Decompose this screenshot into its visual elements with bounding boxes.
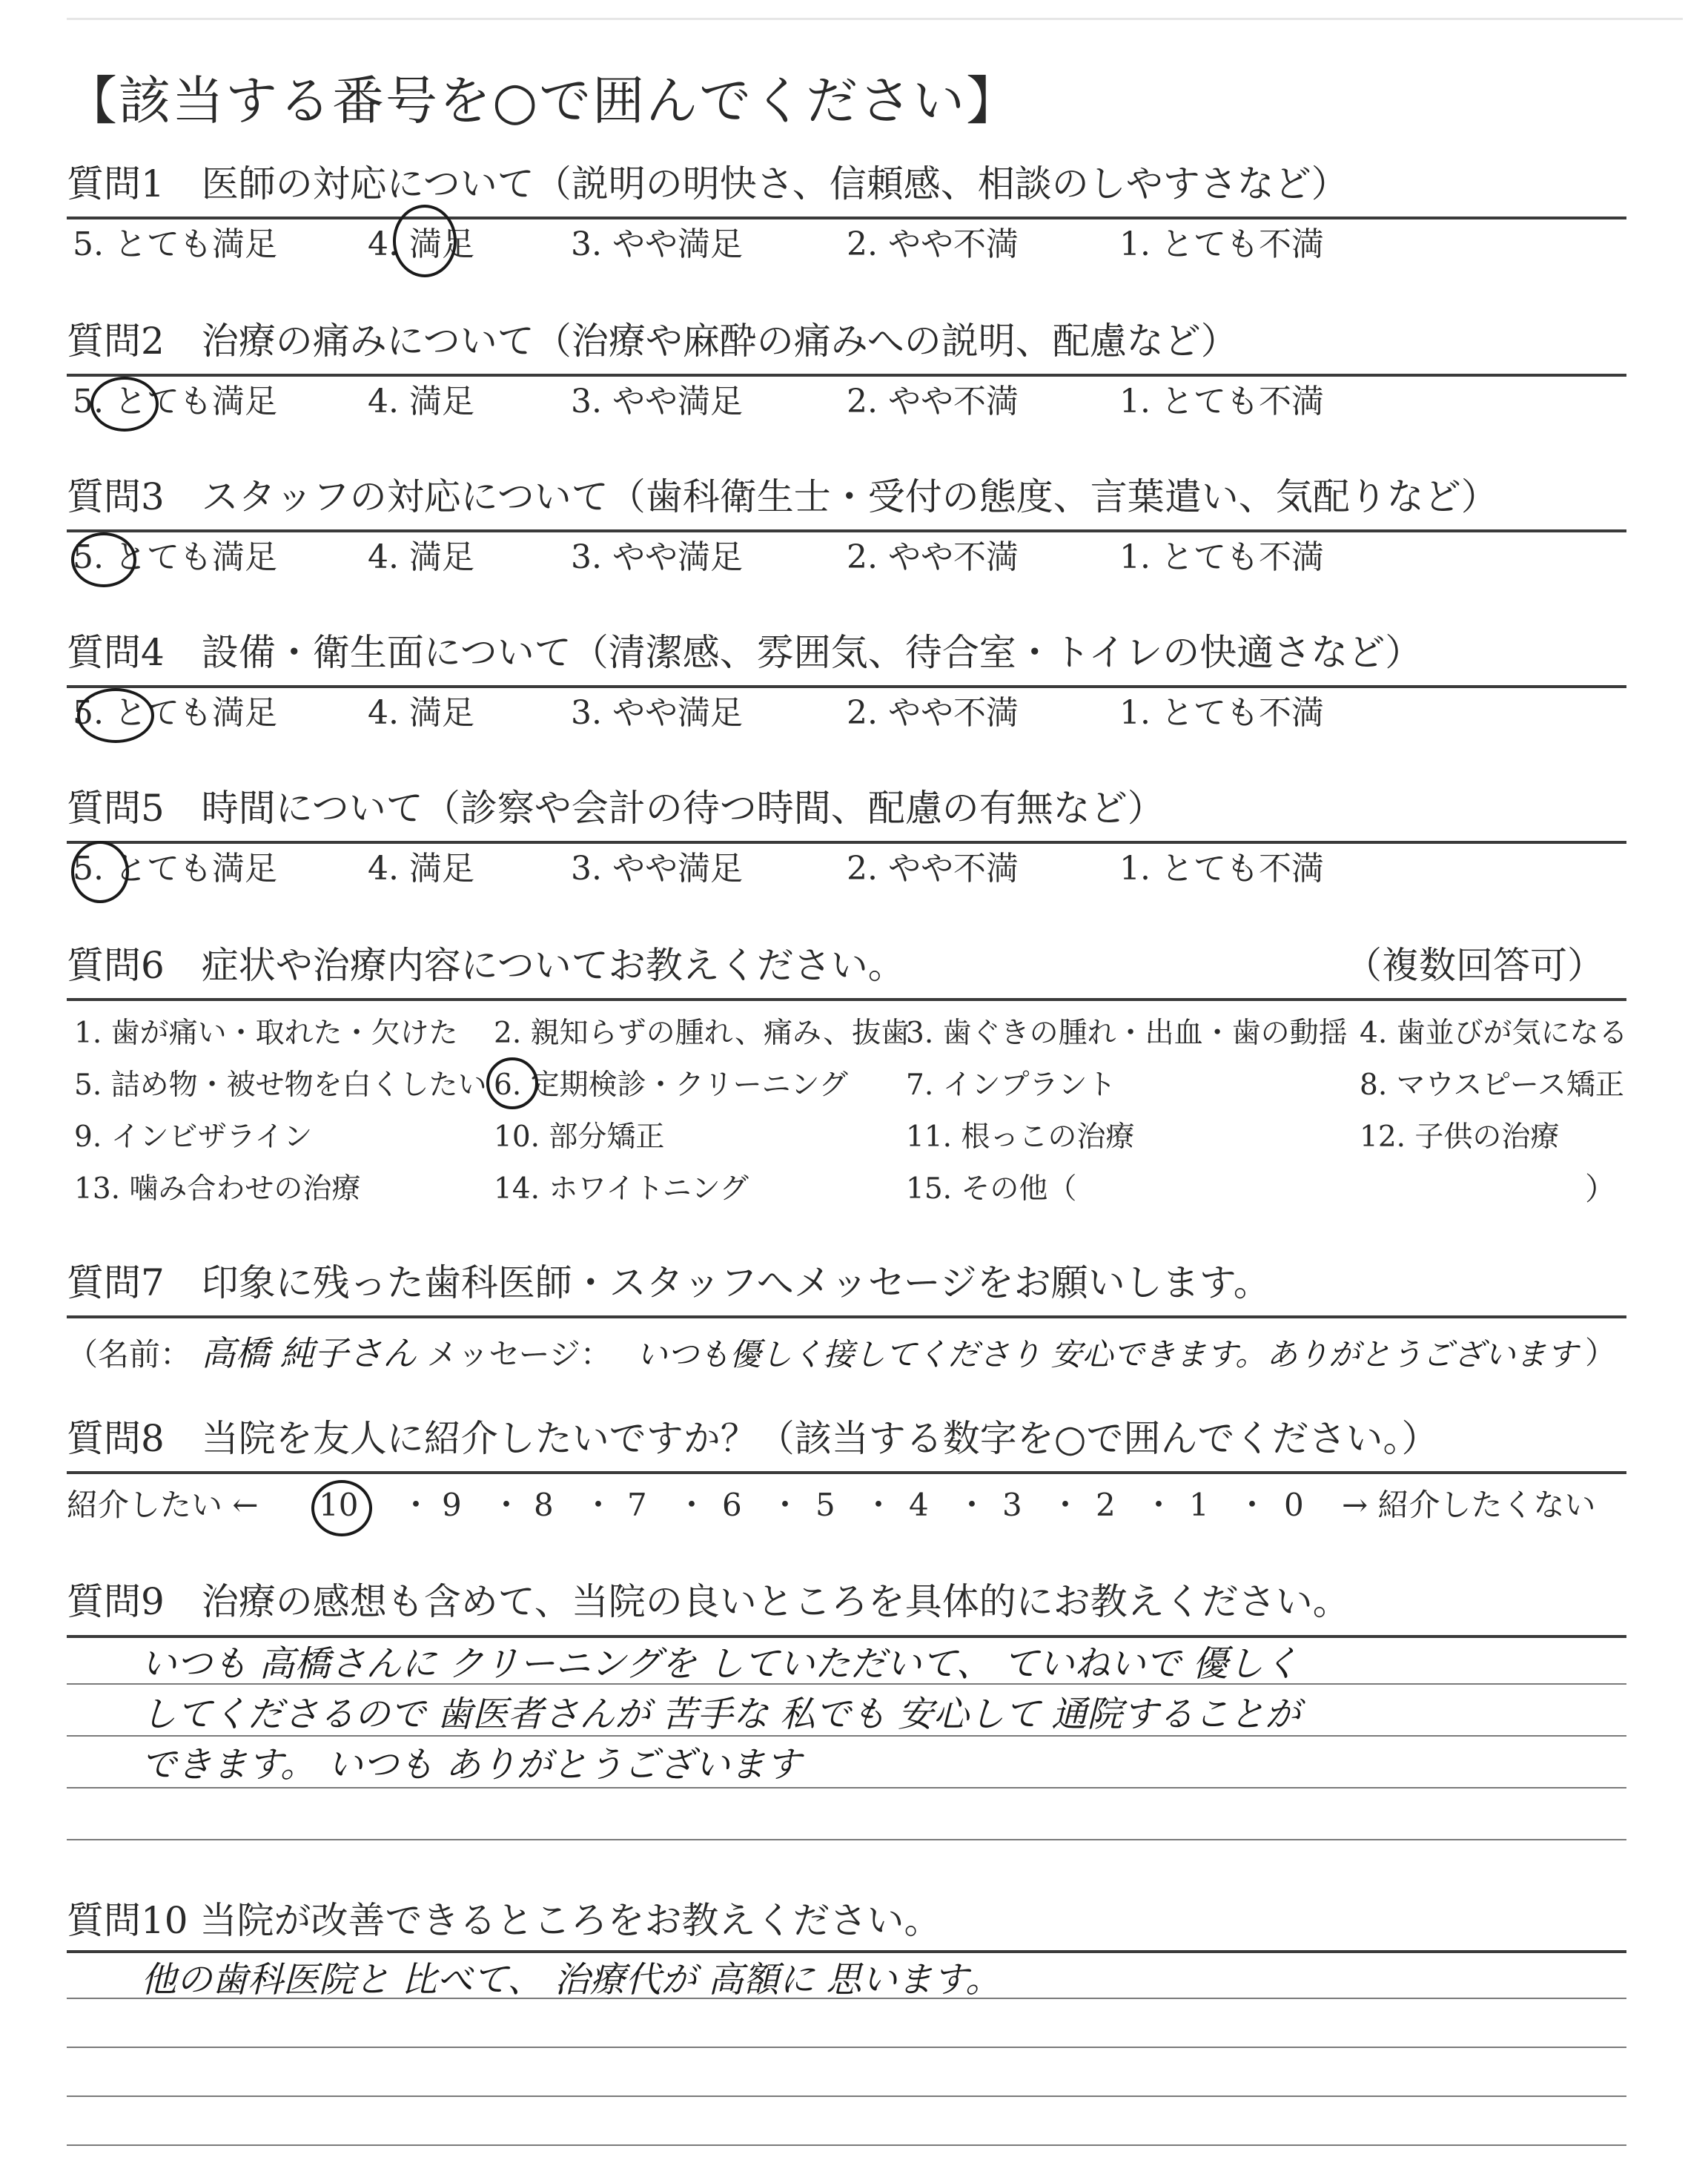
scale-3[interactable]: 3 — [1002, 1487, 1022, 1523]
question-10-rule — [67, 1950, 1626, 1953]
question-10 — [67, 1891, 1626, 1950]
option-2[interactable]: 2. やや不満 — [847, 538, 1019, 576]
option-5[interactable]: 5. とても満足 — [73, 538, 277, 576]
scale-9[interactable]: 9 — [442, 1487, 462, 1523]
option-4[interactable]: 4. 満足 — [368, 383, 474, 420]
scale-left-label: 紹介したい ← — [67, 1487, 259, 1523]
question-1 — [67, 154, 1626, 280]
answer-line — [67, 2095, 1626, 2097]
question-3 — [67, 467, 1626, 593]
symptom-option[interactable]: 7. インプラント — [906, 1069, 1116, 1102]
scale-2[interactable]: 2 — [1096, 1487, 1116, 1523]
option-2[interactable]: 2. やや不満 — [847, 694, 1019, 732]
option-4[interactable]: 4. 満足 — [368, 538, 474, 576]
option-3[interactable]: 3. やや満足 — [571, 538, 743, 576]
symptom-option[interactable]: 2. 親知らずの腫れ、痛み、抜歯 — [494, 1017, 910, 1050]
selection-circle — [71, 841, 129, 903]
selection-circle — [77, 688, 154, 743]
answer-line — [67, 1839, 1626, 1840]
symptom-option[interactable]: 10. 部分矯正 — [494, 1120, 665, 1154]
option-2[interactable]: 2. やや不満 — [847, 225, 1019, 263]
scale-10[interactable]: 10 — [319, 1487, 359, 1523]
recommend-scale — [67, 1476, 1626, 1535]
answer-line — [67, 2047, 1626, 2048]
scale-dot: ・ — [400, 1487, 432, 1523]
question-5-rule — [67, 841, 1626, 844]
question-7-title: 質問7 印象に残った歯科医師・スタッフへメッセージをお願いします。 — [67, 1261, 1271, 1304]
question-1-title: 質問1 医師の対応について（説明の明快さ、信頼感、相談のしやすさなど） — [67, 162, 1348, 205]
symptom-option[interactable]: 4. 歯並びが気になる — [1360, 1017, 1628, 1050]
symptom-option[interactable]: 9. インビザライン — [74, 1120, 313, 1154]
scale-dot: ・ — [676, 1487, 708, 1523]
other-close-paren: ） — [1584, 1171, 1616, 1207]
symptom-option[interactable]: 5. 詰め物・被せ物を白くしたい — [74, 1069, 487, 1102]
scale-dot: ・ — [1237, 1487, 1268, 1523]
question-2 — [67, 311, 1626, 437]
symptom-option[interactable]: 11. 根っこの治療 — [906, 1120, 1135, 1154]
question-6-title: 質問6 症状や治療内容についてお教えください。 — [67, 944, 905, 987]
name-label: （名前： — [67, 1336, 192, 1373]
scale-8[interactable]: 8 — [534, 1487, 554, 1523]
answer-text[interactable]: してくださるので 歯医者さんが 苦手な 私でも 安心して 通院することが — [141, 1694, 1301, 1735]
option-4[interactable]: 4. 満足 — [368, 850, 474, 888]
option-4[interactable]: 4. 満足 — [368, 694, 474, 732]
question-4-title: 質問4 設備・衛生面について（清潔感、雰囲気、待合室・トイレの快適さなど） — [67, 631, 1423, 674]
message-label: メッセージ： — [426, 1336, 612, 1373]
multiple-answer-note: （複数回答可） — [1345, 944, 1604, 987]
selection-circle — [90, 377, 159, 432]
answer-text[interactable]: 他の歯科医院と 比べて、 治療代が 高額に 思います。 — [141, 1959, 1002, 2001]
name-value[interactable]: 高橋 純子さん — [201, 1333, 417, 1373]
scale-dot: ・ — [863, 1487, 895, 1523]
selection-circle — [486, 1057, 538, 1109]
option-5[interactable]: 5. とても満足 — [73, 694, 277, 732]
option-1[interactable]: 1. とても不満 — [1119, 225, 1324, 263]
option-5[interactable]: 5. とても満足 — [73, 850, 277, 888]
symptom-option[interactable]: 14. ホワイトニング — [494, 1172, 749, 1206]
question-4 — [67, 623, 1626, 749]
answer-line — [67, 1787, 1626, 1789]
question-9-title: 質問9 治療の感想も含めて、当院の良いところを具体的にお教えください。 — [67, 1580, 1350, 1623]
option-2[interactable]: 2. やや不満 — [847, 850, 1019, 888]
answer-line — [67, 2144, 1626, 2146]
option-1[interactable]: 1. とても不満 — [1119, 538, 1324, 576]
question-6-rule — [67, 998, 1626, 1001]
scale-1[interactable]: 1 — [1189, 1487, 1209, 1523]
question-1-rule — [67, 217, 1626, 219]
option-1[interactable]: 1. とても不満 — [1119, 850, 1324, 888]
option-5[interactable]: 5. とても満足 — [73, 383, 277, 420]
option-1[interactable]: 1. とても不満 — [1119, 383, 1324, 420]
question-3-title: 質問3 スタッフの対応について（歯科衛生士・受付の態度、言葉遣い、気配りなど） — [67, 475, 1498, 518]
option-3[interactable]: 3. やや満足 — [571, 850, 743, 888]
option-5[interactable]: 5. とても満足 — [73, 225, 277, 263]
message-close-paren: ） — [1584, 1335, 1616, 1371]
symptom-option[interactable]: 8. マウスピース矯正 — [1360, 1069, 1624, 1102]
symptom-option[interactable]: 12. 子供の治療 — [1360, 1120, 1560, 1154]
page-heading: 【該当する番号を○で囲んでください】 — [65, 70, 1020, 131]
option-2[interactable]: 2. やや不満 — [847, 383, 1019, 420]
question-5-title: 質問5 時間について（診察や会計の待つ時間、配慮の有無など） — [67, 787, 1165, 830]
message-line — [67, 1320, 1626, 1388]
scale-right-label: → 紹介したくない — [1342, 1487, 1596, 1523]
symptom-option[interactable]: 15. その他（ — [906, 1172, 1077, 1206]
question-7-rule — [67, 1315, 1626, 1318]
selection-circle — [311, 1480, 372, 1536]
question-8-title: 質問8 当院を友人に紹介したいですか？（該当する数字を○で囲んでください。） — [67, 1417, 1439, 1460]
answer-text[interactable]: いつも 高橋さんに クリーニングを していただいて、 ていねいで 優しく — [141, 1643, 1300, 1685]
question-2-title: 質問2 治療の痛みについて（治療や麻酔の痛みへの説明、配慮など） — [67, 320, 1238, 363]
scale-dot: ・ — [1143, 1487, 1175, 1523]
question-10-title: 質問10 当院が改善できるところをお教えください。 — [67, 1899, 941, 1942]
option-3[interactable]: 3. やや満足 — [571, 694, 743, 732]
question-4-rule — [67, 685, 1626, 688]
selection-circle — [71, 532, 136, 587]
scale-5[interactable]: 5 — [815, 1487, 835, 1523]
question-3-rule — [67, 529, 1626, 532]
option-1[interactable]: 1. とても不満 — [1119, 694, 1324, 732]
symptom-option[interactable]: 3. 歯ぐきの腫れ・出血・歯の動揺 — [906, 1017, 1348, 1050]
scale-dot: ・ — [1050, 1487, 1082, 1523]
selection-circle — [393, 205, 457, 277]
message-value[interactable]: いつも優しく接してくださり 安心できます。ありがとうございます — [636, 1336, 1578, 1373]
question-6 — [67, 936, 1626, 1232]
scale-0[interactable]: 0 — [1284, 1487, 1304, 1523]
scale-dot: ・ — [491, 1487, 523, 1523]
question-2-rule — [67, 374, 1626, 377]
question-8-rule — [67, 1471, 1626, 1474]
option-3[interactable]: 3. やや満足 — [571, 383, 743, 420]
scale-4[interactable]: 4 — [909, 1487, 929, 1523]
symptom-option[interactable]: 1. 歯が痛い・取れた・欠けた — [74, 1017, 458, 1050]
scale-dot: ・ — [583, 1487, 615, 1523]
symptom-option[interactable]: 13. 噛み合わせの治療 — [74, 1172, 361, 1206]
question-9-rule — [67, 1635, 1626, 1638]
scale-6[interactable]: 6 — [722, 1487, 742, 1523]
question-8 — [67, 1409, 1626, 1550]
scale-7[interactable]: 7 — [627, 1487, 647, 1523]
scale-dot: ・ — [769, 1487, 801, 1523]
option-4[interactable]: 4. 満足 — [368, 225, 474, 263]
symptom-option[interactable]: 6. 定期検診・クリーニング — [494, 1069, 848, 1102]
question-5 — [67, 779, 1626, 905]
question-7 — [67, 1253, 1626, 1394]
question-9 — [67, 1572, 1626, 1631]
answer-text[interactable]: できます。 いつも ありがとうございます — [141, 1744, 801, 1786]
scan-edge-line — [67, 18, 1683, 20]
scale-dot: ・ — [956, 1487, 988, 1523]
option-3[interactable]: 3. やや満足 — [571, 225, 743, 263]
